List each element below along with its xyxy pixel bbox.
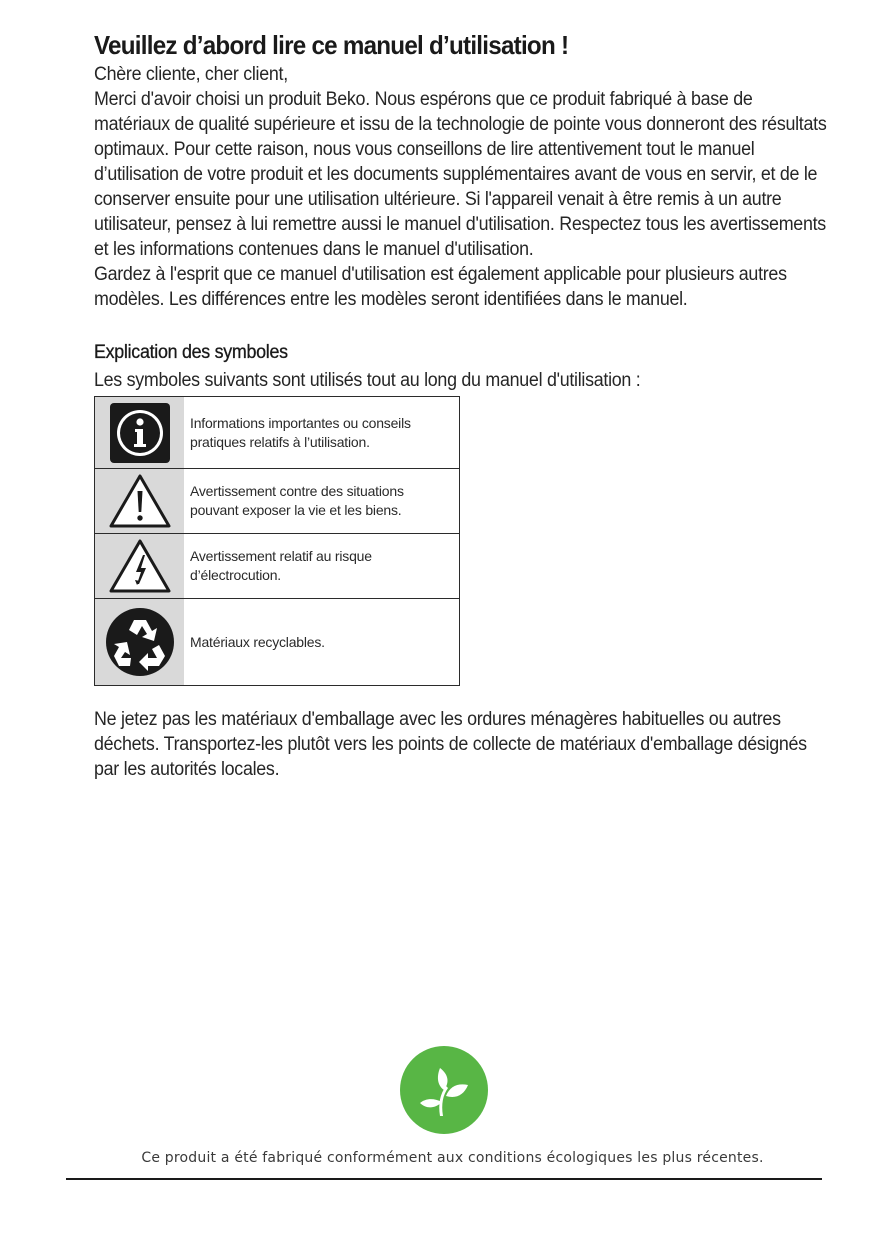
eco-leaf-icon [400,1046,488,1134]
salutation: Chère cliente, cher client, [94,64,288,85]
symbol-description: Matériaux recyclables. [190,633,325,650]
symbol-row [95,397,459,469]
warning-icon [95,469,184,533]
models-note: Gardez à l'esprit que ce manuel d'utilisation est également applicable pour plusieurs autres modèles. Les différences entre les modèles seront identifiées dans le manuel. [94,264,787,310]
symbol-row [95,469,459,534]
symbols-heading: Explication des symboles [94,342,288,363]
packaging-text: Ne jetez pas les matériaux d'emballage avec les ordures ménagères habituelles ou autres déchets. Transportez-les plutôt vers les points de collecte de matériaux d'emballage désignés par les autorités locales. [94,709,807,780]
symbol-description: Avertissement relatif au risque d’électrocution. [190,548,372,583]
symbols-subheading: Les symboles suivants sont utilisés tout au long du manuel d'utilisation : [94,370,641,391]
symbol-row [95,599,459,685]
symbol-description: Avertissement contre des situations pouvant exposer la vie et les biens. [190,483,404,518]
eco-statement: Ce produit a été fabriqué conformément aux conditions écologiques les plus récentes. [141,1150,764,1166]
page-title: Veuillez d’abord lire ce manuel d’utilisation ! [94,30,569,60]
packaging-note [94,707,827,782]
recycle-icon [95,599,184,685]
symbols-table [94,396,460,686]
electric-hazard-icon [95,534,184,598]
intro-section [94,62,827,312]
symbol-row [95,534,459,599]
symbol-description: Informations importantes ou conseils pratiques relatifs à l’utilisation. [190,414,411,450]
info-icon [95,397,184,468]
intro-paragraph: Merci d'avoir choisi un produit Beko. Nous espérons que ce produit fabriqué à base de matériaux de qualité supérieure et issu de la technologie de pointe vous donneront des résultats optimaux. Pour cette raison, nous vous conseillons de lire attentivement tout le manuel d’utilisation de votre produit et les documents supplémentaires avant de vous en servir, et de le conserver ensuite pour une utilisation ultérieure. Si l'appareil venait à être remis à un autre utilisateur, pensez à lui remettre aussi le manuel d'utilisation. Respectez tous les avertissements et les informations contenues dans le manuel d'utilisation. [94,89,827,260]
footer-divider [66,1178,822,1180]
